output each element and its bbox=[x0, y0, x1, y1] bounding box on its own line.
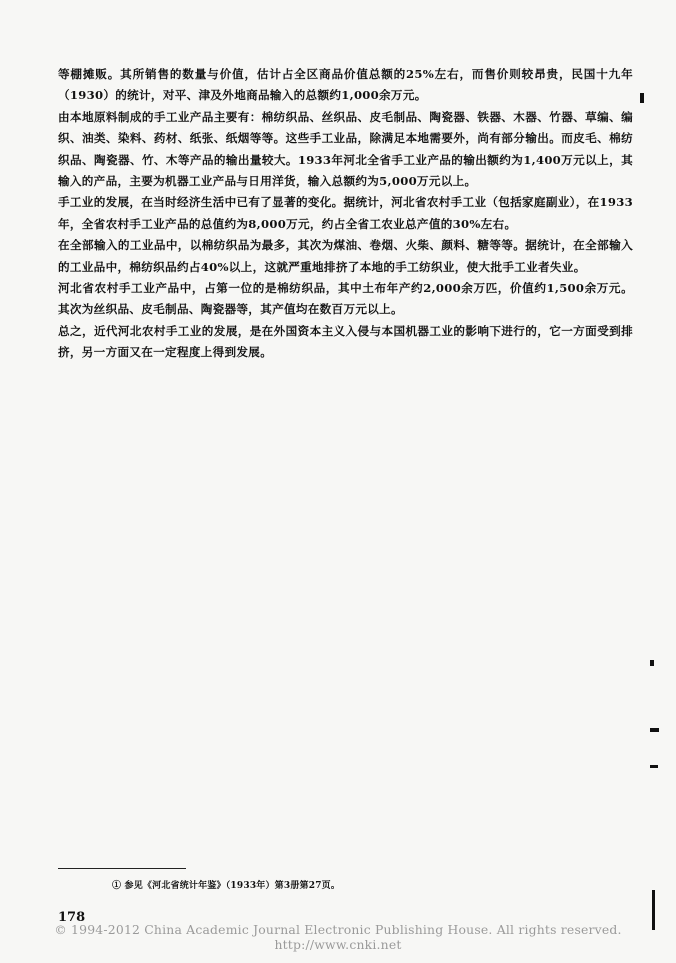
paragraph: 手工业的发展，在当时经济生活中已有了显著的变化。据统计，河北省农村手工业（包括家庭副业），在1933年，全省农村手工业产品的总值约为8,000万元，约占全省工农业总产值的30%左右。 bbox=[58, 195, 633, 231]
paragraph: 等棚摊贩。其所销售的数量与价值，估计占全区商品价值总额的25%左右，而售价则较昂贵，民国十九年（1930）的统计，对平、津及外地商品输入的总额约1,000余万元。 bbox=[58, 67, 633, 103]
paragraph: 河北省农村手工业产品中，占第一位的是棉纺织品，其中土布年产约2,000余万匹，价值约1,500余万元。其次为丝织品、皮毛制品、陶瓷器等，其产值均在数百万元以上。 bbox=[58, 281, 633, 317]
scan-mark bbox=[640, 93, 644, 103]
paragraph: 总之，近代河北农村手工业的发展，是在外国资本主义入侵与本国机器工业的影响下进行的，它一方面受到排挤，另一方面又在一定程度上得到发展。 bbox=[58, 323, 633, 360]
scan-mark bbox=[650, 765, 658, 768]
article-body bbox=[58, 64, 633, 364]
page-number: 178 bbox=[58, 910, 86, 925]
scan-mark bbox=[650, 728, 659, 732]
paragraph: 由本地原料制成的手工业产品主要有：棉纺织品、丝织品、皮毛制品、陶瓷器、铁器、木器、竹器、草编、编织、油类、染料、药材、纸张、纸烟等等。这些手工业品，除满足本地需要外，尚有部分输出。而皮毛、棉纺织品、陶瓷器、竹、木等产品的输出量较大。1933年河北全省手工业产品的输出额约为1,400万元以上，其输入的产品，主要为机器工业产品与日用洋货，输入总额约为5,000万元以上。 bbox=[58, 109, 633, 189]
footnote: ① 参见《河北省统计年鉴》（1933年）第3册第27页。 bbox=[112, 881, 341, 891]
scan-mark bbox=[652, 890, 655, 930]
footnote-rule bbox=[58, 868, 186, 869]
paragraph: 在全部输入的工业品中，以棉纺织品为最多，其次为煤油、卷烟、火柴、颜料、糖等等。据统计，在全部输入的工业品中，棉纺织品约占40%以上，这就严重地排挤了本地的手工纺织业，使大批手工业者失业。 bbox=[58, 238, 633, 274]
scan-mark bbox=[650, 660, 654, 666]
copyright-watermark: © 1994-2012 China Academic Journal Electronic Publishing House. All rights reserved. http://www.cnki.net bbox=[54, 922, 622, 952]
